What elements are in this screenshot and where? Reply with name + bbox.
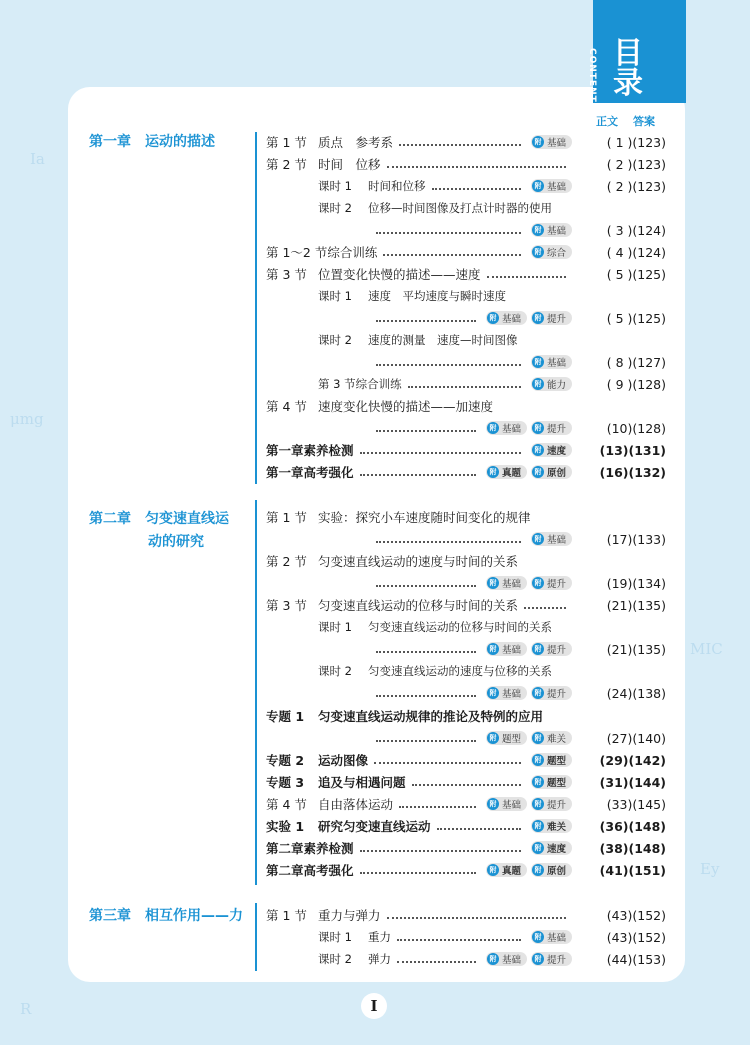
leader-dots	[360, 474, 476, 476]
badge-label: 速度	[546, 844, 566, 855]
leader-dots	[408, 386, 521, 388]
practice-badge	[531, 311, 572, 325]
entry-number: 课时 1	[318, 289, 352, 303]
practice-badge	[531, 952, 572, 966]
badge-mark-icon: 附	[532, 444, 544, 456]
entry-pages: (17)(133)	[606, 531, 666, 547]
entry-pages: (29)(142)	[599, 752, 666, 768]
practice-badge	[531, 532, 572, 546]
entry-title: 重力	[368, 930, 391, 944]
leader-dots	[376, 585, 476, 587]
badge-mark-icon: 附	[487, 953, 499, 965]
practice-badge	[531, 576, 572, 590]
toc-entry[interactable]	[370, 351, 666, 373]
entry-pages: ( 2 )(123)	[606, 156, 666, 172]
leader-dots	[387, 166, 566, 168]
entry-pages: ( 8 )(127)	[606, 354, 666, 370]
entry-number: 专题 1	[266, 709, 305, 724]
badge-mark-icon: 附	[532, 312, 544, 324]
leader-dots	[437, 828, 521, 830]
background-doodle: R	[20, 1000, 32, 1018]
badge-label: 真题	[501, 468, 521, 479]
practice-badge	[486, 576, 527, 590]
entry-number: 课时 1	[318, 179, 352, 193]
entry-pages: (33)(145)	[606, 796, 666, 812]
entry-title: 匀变速直线运动的位移与时间的关系	[318, 598, 519, 613]
chapter-divider	[255, 132, 257, 484]
entry-title: 速度 平均速度与瞬时速度	[368, 289, 506, 303]
leader-dots	[376, 320, 476, 322]
practice-badge	[531, 797, 572, 811]
entry-pages: (21)(135)	[606, 641, 666, 657]
badge-label: 提升	[546, 955, 566, 966]
toc-entry[interactable]	[266, 506, 666, 528]
badge-label: 基础	[546, 358, 566, 369]
badge-label: 基础	[501, 579, 521, 590]
badge-label: 基础	[546, 182, 566, 193]
entry-title: 匀变速直线运动的位移与时间的关系	[368, 620, 552, 634]
leader-dots	[412, 784, 521, 786]
entry-title: 匀变速直线运动的速度与位移的关系	[368, 664, 552, 678]
practice-badge	[531, 753, 572, 767]
toc-entry[interactable]	[370, 727, 666, 749]
entry-title: 速度变化快慢的描述——加速度	[318, 399, 494, 414]
entry-number: 第二章素养检测	[266, 841, 354, 856]
leader-dots	[397, 961, 476, 963]
badge-label: 提升	[546, 800, 566, 811]
badge-mark-icon: 附	[532, 732, 544, 744]
leader-dots	[487, 276, 566, 278]
practice-badge	[531, 443, 572, 457]
entry-pages: (31)(144)	[599, 774, 666, 790]
entry-title: 运动图像	[318, 753, 369, 768]
leader-dots	[387, 917, 566, 919]
leader-dots	[399, 806, 476, 808]
badge-label: 真题	[501, 866, 521, 877]
entry-number: 第 1 节	[266, 135, 307, 150]
toc-entry[interactable]	[318, 197, 666, 219]
entry-pages: (27)(140)	[606, 730, 666, 746]
badge-mark-icon: 附	[532, 931, 544, 943]
entry-title: 追及与相遇问题	[318, 775, 406, 790]
entry-number: 第 3 节	[266, 598, 307, 613]
badge-label: 基础	[546, 535, 566, 546]
toc-entry[interactable]	[318, 660, 666, 682]
entry-title: 位置变化快慢的描述——速度	[318, 267, 481, 282]
entry-pages: (43)(152)	[606, 907, 666, 923]
practice-badge	[531, 819, 572, 833]
toc-entry[interactable]	[370, 638, 666, 660]
entry-pages: ( 5 )(125)	[606, 310, 666, 326]
practice-badge	[531, 841, 572, 855]
practice-badge	[531, 355, 572, 369]
toc-entry[interactable]	[266, 594, 666, 616]
entry-pages: (19)(134)	[606, 575, 666, 591]
entry-number: 专题 3	[266, 775, 305, 790]
badge-mark-icon: 附	[532, 533, 544, 545]
entry-number: 课时 2	[318, 201, 352, 215]
leader-dots	[360, 872, 476, 874]
practice-badge	[486, 863, 527, 877]
toc-entry[interactable]	[370, 307, 666, 329]
badge-mark-icon: 附	[487, 466, 499, 478]
badge-label: 基础	[501, 955, 521, 966]
toc-entry[interactable]	[318, 373, 666, 395]
entry-number: 第 1～2 节综合训练	[266, 245, 378, 260]
leader-dots	[360, 850, 521, 852]
badge-label: 难关	[546, 734, 566, 745]
toc-entry[interactable]	[266, 263, 666, 285]
badge-label: 题型	[546, 756, 566, 767]
chapter-divider	[255, 903, 257, 971]
entry-pages: (21)(135)	[606, 597, 666, 613]
toc-entry[interactable]	[266, 815, 666, 837]
toc-entry[interactable]	[318, 329, 666, 351]
practice-badge	[486, 731, 527, 745]
entry-number: 实验 1	[266, 819, 305, 834]
badge-mark-icon: 附	[487, 312, 499, 324]
badge-mark-icon: 附	[487, 798, 499, 810]
badge-label: 题型	[546, 778, 566, 789]
entry-title: 匀变速直线运动的速度与时间的关系	[318, 554, 519, 569]
badge-mark-icon: 附	[487, 732, 499, 744]
entry-pages: ( 3 )(124)	[606, 222, 666, 238]
entry-number: 第 4 节	[266, 797, 307, 812]
toc-entry[interactable]	[266, 241, 666, 263]
leader-dots	[397, 939, 521, 941]
entry-pages: (44)(153)	[606, 951, 666, 967]
badge-mark-icon: 附	[487, 422, 499, 434]
entry-title: 匀变速直线运动规律的推论及特例的应用	[318, 709, 544, 724]
toc-header	[587, 0, 686, 111]
background-doodle: Ia	[30, 150, 45, 168]
toc-subtitle: CONTENTS	[587, 48, 597, 111]
toc-entry[interactable]	[370, 682, 666, 704]
toc-entry[interactable]	[266, 461, 666, 483]
practice-badge	[486, 465, 527, 479]
entry-title: 自由落体运动	[318, 797, 394, 812]
entry-number: 课时 2	[318, 333, 352, 347]
background-doodle: MIC	[690, 640, 723, 658]
practice-badge	[531, 245, 572, 259]
badge-mark-icon: 附	[532, 466, 544, 478]
practice-badge	[486, 311, 527, 325]
toc-entry[interactable]	[266, 749, 666, 771]
badge-label: 基础	[546, 138, 566, 149]
entry-number: 第 1 节	[266, 510, 307, 525]
badge-label: 题型	[501, 734, 521, 745]
toc-entry[interactable]	[318, 926, 666, 948]
practice-badge	[531, 863, 572, 877]
badge-label: 提升	[546, 579, 566, 590]
badge-label: 基础	[501, 689, 521, 700]
toc-entry[interactable]	[266, 439, 666, 461]
entry-pages: (43)(152)	[606, 929, 666, 945]
entry-pages: ( 9 )(128)	[606, 376, 666, 392]
practice-badge	[486, 642, 527, 656]
chapter-divider	[255, 500, 257, 885]
toc-entry[interactable]	[266, 793, 666, 815]
entry-pages: (10)(128)	[606, 420, 666, 436]
badge-mark-icon: 附	[532, 864, 544, 876]
badge-label: 提升	[546, 645, 566, 656]
practice-badge	[531, 930, 572, 944]
entry-number: 第 1 节	[266, 908, 307, 923]
badge-label: 基础	[501, 800, 521, 811]
toc-entry[interactable]	[266, 904, 666, 926]
page-number: I	[361, 993, 387, 1019]
badge-label: 提升	[546, 689, 566, 700]
toc-entry[interactable]	[370, 528, 666, 550]
entry-pages: (41)(151)	[599, 862, 666, 878]
badge-mark-icon: 附	[532, 378, 544, 390]
badge-mark-icon: 附	[532, 422, 544, 434]
badge-label: 基础	[501, 314, 521, 325]
column-header-text: 正文	[596, 115, 618, 128]
practice-badge	[531, 377, 572, 391]
toc-entry[interactable]	[266, 131, 666, 153]
entry-number: 第一章素养检测	[266, 443, 354, 458]
badge-mark-icon: 附	[532, 136, 544, 148]
toc-entry[interactable]	[266, 550, 666, 572]
chapter-title: 第三章 相互作用——力	[89, 908, 243, 924]
badge-label: 原创	[546, 866, 566, 877]
entry-title: 质点 参考系	[318, 135, 394, 150]
entry-title: 时间和位移	[368, 179, 426, 193]
entry-title: 研究匀变速直线运动	[318, 819, 431, 834]
badge-mark-icon: 附	[487, 643, 499, 655]
practice-badge	[531, 135, 572, 149]
practice-badge	[531, 223, 572, 237]
practice-badge	[486, 952, 527, 966]
badge-mark-icon: 附	[532, 776, 544, 788]
entry-number: 第 2 节	[266, 157, 307, 172]
column-header-answer: 答案	[633, 115, 655, 128]
badge-label: 基础	[501, 424, 521, 435]
badge-mark-icon: 附	[532, 953, 544, 965]
leader-dots	[524, 607, 566, 609]
leader-dots	[432, 188, 521, 190]
entry-pages: (24)(138)	[606, 685, 666, 701]
entry-title: 时间 位移	[318, 157, 381, 172]
entry-number: 专题 2	[266, 753, 305, 768]
entry-title: 位移—时间图像及打点计时器的使用	[368, 201, 552, 215]
toc-entry[interactable]	[370, 572, 666, 594]
badge-mark-icon: 附	[532, 224, 544, 236]
entry-pages: ( 2 )(123)	[606, 178, 666, 194]
practice-badge	[531, 686, 572, 700]
entry-pages: (16)(132)	[599, 464, 666, 480]
badge-mark-icon: 附	[532, 842, 544, 854]
entry-number: 第二章高考强化	[266, 863, 354, 878]
badge-label: 速度	[546, 446, 566, 457]
badge-mark-icon: 附	[532, 687, 544, 699]
entry-number: 课时 2	[318, 664, 352, 678]
entry-title: 重力与弹力	[318, 908, 381, 923]
practice-badge	[531, 465, 572, 479]
leader-dots	[376, 651, 476, 653]
chapter-title: 第一章 运动的描述	[89, 134, 215, 150]
entry-title: 实验：探究小车速度随时间变化的规律	[318, 510, 531, 525]
chapter-title: 第二章 匀变速直线运 动的研究	[89, 511, 229, 550]
entry-number: 第 2 节	[266, 554, 307, 569]
practice-badge	[531, 731, 572, 745]
badge-mark-icon: 附	[532, 577, 544, 589]
leader-dots	[383, 254, 521, 256]
leader-dots	[376, 695, 476, 697]
practice-badge	[486, 686, 527, 700]
badge-label: 基础	[546, 226, 566, 237]
entry-title: 速度的测量 速度—时间图像	[368, 333, 518, 347]
entry-number: 课时 1	[318, 930, 352, 944]
entry-number: 第 4 节	[266, 399, 307, 414]
entry-number: 第一章高考强化	[266, 465, 354, 480]
badge-label: 基础	[546, 933, 566, 944]
badge-label: 难关	[546, 822, 566, 833]
leader-dots	[374, 762, 521, 764]
toc-entry[interactable]	[266, 859, 666, 881]
badge-mark-icon: 附	[532, 754, 544, 766]
badge-label: 基础	[501, 645, 521, 656]
practice-badge	[531, 642, 572, 656]
badge-label: 提升	[546, 424, 566, 435]
leader-dots	[376, 232, 521, 234]
badge-mark-icon: 附	[532, 180, 544, 192]
leader-dots	[376, 541, 521, 543]
entry-title: 弹力	[368, 952, 391, 966]
leader-dots	[360, 452, 521, 454]
practice-badge	[486, 797, 527, 811]
practice-badge	[531, 775, 572, 789]
badge-mark-icon: 附	[487, 577, 499, 589]
toc-entry[interactable]	[318, 175, 666, 197]
entry-pages: ( 5 )(125)	[606, 266, 666, 282]
toc-entry[interactable]	[266, 837, 666, 859]
badge-mark-icon: 附	[532, 798, 544, 810]
entry-pages: ( 1 )(123)	[606, 134, 666, 150]
toc-entry[interactable]	[370, 417, 666, 439]
badge-label: 原创	[546, 468, 566, 479]
entry-pages: (38)(148)	[599, 840, 666, 856]
entry-pages: (13)(131)	[599, 442, 666, 458]
practice-badge	[531, 179, 572, 193]
background-doodle: Ey	[700, 860, 720, 878]
badge-mark-icon: 附	[532, 643, 544, 655]
badge-mark-icon: 附	[532, 356, 544, 368]
badge-label: 综合	[546, 248, 566, 259]
toc-entry[interactable]	[266, 153, 666, 175]
entry-number: 第 3 节	[266, 267, 307, 282]
entry-number: 课时 1	[318, 620, 352, 634]
badge-mark-icon: 附	[532, 246, 544, 258]
badge-mark-icon: 附	[487, 687, 499, 699]
leader-dots	[376, 430, 476, 432]
practice-badge	[531, 421, 572, 435]
toc-title: 目录	[613, 36, 643, 101]
toc-entry[interactable]	[318, 616, 666, 638]
leader-dots	[399, 144, 521, 146]
leader-dots	[376, 364, 521, 366]
entry-pages: (36)(148)	[599, 818, 666, 834]
toc-entry[interactable]	[318, 948, 666, 970]
background-doodle: μmg	[10, 410, 44, 428]
practice-badge	[486, 421, 527, 435]
badge-label: 能力	[546, 380, 566, 391]
entry-pages: ( 4 )(124)	[606, 244, 666, 260]
toc-entry[interactable]	[266, 705, 666, 727]
badge-mark-icon: 附	[532, 820, 544, 832]
badge-mark-icon: 附	[487, 864, 499, 876]
entry-number: 课时 2	[318, 952, 352, 966]
toc-entry[interactable]	[318, 285, 666, 307]
badge-label: 提升	[546, 314, 566, 325]
toc-entry[interactable]	[266, 771, 666, 793]
entry-number: 第 3 节综合训练	[318, 377, 402, 391]
leader-dots	[376, 740, 476, 742]
toc-entry[interactable]	[370, 219, 666, 241]
toc-entry[interactable]	[266, 395, 666, 417]
